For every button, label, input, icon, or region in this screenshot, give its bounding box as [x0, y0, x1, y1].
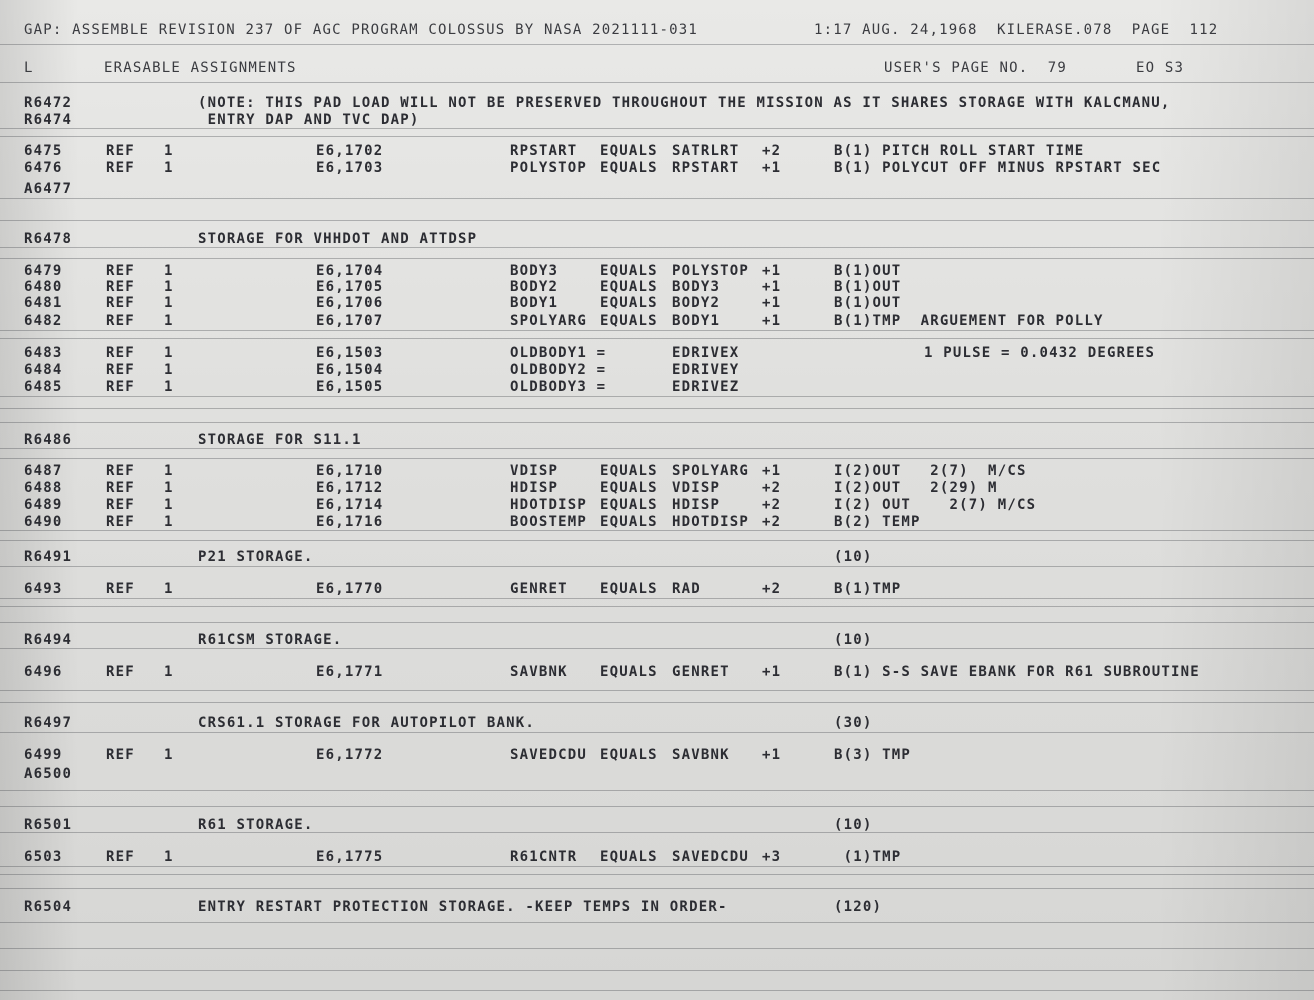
line-number: 6493 — [24, 581, 63, 597]
line-note: (10) — [834, 632, 873, 648]
line-number: R6486 — [24, 432, 73, 448]
paper-rule-line — [0, 690, 1314, 691]
listing-line — [0, 747, 1314, 764]
symbol-label: VDISP — [510, 463, 559, 479]
ref-flag: REF — [106, 497, 135, 513]
line-number: 6479 — [24, 263, 63, 279]
erasable-address: E6,1712 — [316, 480, 384, 496]
symbol-label: SAVEDCDU — [510, 747, 588, 763]
opcode: EQUALS — [600, 747, 658, 763]
erasable-address: E6,1716 — [316, 514, 384, 530]
line-note: B(1) POLYCUT OFF MINUS RPSTART SEC — [834, 160, 1162, 176]
page-header — [0, 22, 1314, 39]
operand: BODY1 — [672, 313, 721, 329]
line-note: B(3) TMP — [834, 747, 912, 763]
line-note: I(2)OUT 2(29) M — [834, 480, 998, 496]
erasable-address: E6,1505 — [316, 379, 384, 395]
listing-line — [0, 279, 1314, 296]
line-note: (1)TMP — [834, 849, 902, 865]
symbol-label: HDISP — [510, 480, 559, 496]
opcode: EQUALS — [600, 514, 658, 530]
listing-line — [0, 160, 1314, 177]
listing-flag: L — [24, 60, 34, 76]
offset: +1 — [762, 463, 782, 479]
paper-rule-line — [0, 44, 1314, 45]
erasable-address: E6,1714 — [316, 497, 384, 513]
paper-rule-line — [0, 82, 1314, 83]
line-note: I(2)OUT 2(7) M/CS — [834, 463, 1027, 479]
operand: VDISP — [672, 480, 721, 496]
erasable-address: E6,1706 — [316, 295, 384, 311]
ref-flag: REF — [106, 463, 135, 479]
offset: +1 — [762, 279, 782, 295]
header-timestamp: 1:17 AUG. 24,1968 KILERASE.078 PAGE 112 — [814, 22, 1219, 38]
listing-line — [0, 379, 1314, 396]
page-subheader — [0, 60, 1314, 77]
ref-count: 1 — [164, 747, 174, 763]
listing-line — [0, 95, 1314, 112]
opcode: EQUALS — [600, 160, 658, 176]
line-note: B(1)TMP ARGUEMENT FOR POLLY — [834, 313, 1104, 329]
erasable-address: E6,1770 — [316, 581, 384, 597]
paper-rule-line — [0, 790, 1314, 791]
offset: +2 — [762, 143, 782, 159]
ref-count: 1 — [164, 497, 174, 513]
paper-rule-line — [0, 220, 1314, 221]
symbol-label: BODY3 — [510, 263, 559, 279]
ref-flag: REF — [106, 514, 135, 530]
line-note: (30) — [834, 715, 873, 731]
line-number: 6490 — [24, 514, 63, 530]
listing-line — [0, 581, 1314, 598]
opcode: EQUALS — [600, 497, 658, 513]
line-number: 6480 — [24, 279, 63, 295]
erasable-address: E6,1775 — [316, 849, 384, 865]
paper-rule-line — [0, 970, 1314, 971]
comment-text: STORAGE FOR S11.1 — [198, 432, 362, 448]
ref-count: 1 — [164, 263, 174, 279]
line-note: B(1) PITCH ROLL START TIME — [834, 143, 1085, 159]
operand: SATRLRT — [672, 143, 740, 159]
erasable-address: E6,1707 — [316, 313, 384, 329]
section-title: ERASABLE ASSIGNMENTS — [104, 60, 297, 76]
paper-rule-line — [0, 888, 1314, 889]
ref-flag: REF — [106, 664, 135, 680]
paper-rule-line — [0, 540, 1314, 541]
listing-line — [0, 231, 1314, 248]
paper-rule-line — [0, 330, 1314, 331]
ref-flag: REF — [106, 747, 135, 763]
paper-rule-line — [0, 136, 1314, 137]
header-title: GAP: ASSEMBLE REVISION 237 OF AGC PROGRAM COLOSSUS BY NASA 2021111-031 — [24, 22, 699, 38]
line-number: 6481 — [24, 295, 63, 311]
ref-flag: REF — [106, 160, 135, 176]
offset: +2 — [762, 480, 782, 496]
paper-rule-line — [0, 396, 1314, 397]
ref-count: 1 — [164, 664, 174, 680]
comment-text: R61 STORAGE. — [198, 817, 314, 833]
operand: EDRIVEZ — [672, 379, 740, 395]
erasable-address: E6,1504 — [316, 362, 384, 378]
paper-rule-line — [0, 566, 1314, 567]
erasable-address: E6,1771 — [316, 664, 384, 680]
ref-flag: REF — [106, 849, 135, 865]
ref-flag: REF — [106, 379, 135, 395]
opcode: EQUALS — [600, 664, 658, 680]
listing-line — [0, 313, 1314, 330]
ref-count: 1 — [164, 463, 174, 479]
line-number: A6500 — [24, 766, 73, 782]
line-number: R6472 — [24, 95, 73, 111]
ref-count: 1 — [164, 514, 174, 530]
symbol-label: SPOLYARG — [510, 313, 588, 329]
listing-line — [0, 295, 1314, 312]
erasable-address: E6,1702 — [316, 143, 384, 159]
operand: SAVEDCDU — [672, 849, 750, 865]
opcode: EQUALS — [600, 313, 658, 329]
line-number: 6488 — [24, 480, 63, 496]
symbol-label: BODY2 — [510, 279, 559, 295]
ref-flag: REF — [106, 362, 135, 378]
line-note: B(1)TMP — [834, 581, 902, 597]
paper-rule-line — [0, 948, 1314, 949]
ref-flag: REF — [106, 345, 135, 361]
listing-line — [0, 664, 1314, 681]
line-note: B(2) TEMP — [834, 514, 921, 530]
ref-flag: REF — [106, 313, 135, 329]
ref-flag: REF — [106, 295, 135, 311]
ref-count: 1 — [164, 362, 174, 378]
paper-rule-line — [0, 622, 1314, 623]
opcode: EQUALS — [600, 480, 658, 496]
listing-line — [0, 463, 1314, 480]
line-note: (120) — [834, 899, 883, 915]
line-note: B(1) S-S SAVE EBANK FOR R61 SUBROUTINE — [834, 664, 1200, 680]
symbol-label: OLDBODY3 = — [510, 379, 607, 395]
listing-line — [0, 849, 1314, 866]
ref-count: 1 — [164, 160, 174, 176]
listing-line — [0, 715, 1314, 732]
offset: +3 — [762, 849, 782, 865]
operand: RAD — [672, 581, 701, 597]
paper-rule-line — [0, 922, 1314, 923]
erasable-address: E6,1710 — [316, 463, 384, 479]
ref-count: 1 — [164, 379, 174, 395]
symbol-label: SAVBNK — [510, 664, 568, 680]
listing-line — [0, 143, 1314, 160]
line-number: 6476 — [24, 160, 63, 176]
line-note: 1 PULSE = 0.0432 DEGREES — [924, 345, 1156, 361]
operand: EDRIVEX — [672, 345, 740, 361]
symbol-label: POLYSTOP — [510, 160, 588, 176]
user-page-number: USER'S PAGE NO. 79 — [884, 60, 1067, 76]
line-number: 6499 — [24, 747, 63, 763]
line-number: R6474 — [24, 112, 73, 128]
line-number: 6489 — [24, 497, 63, 513]
line-note: B(1)OUT — [834, 279, 902, 295]
offset: +2 — [762, 514, 782, 530]
opcode: EQUALS — [600, 263, 658, 279]
ref-count: 1 — [164, 480, 174, 496]
paper-rule-line — [0, 408, 1314, 409]
listing-line — [0, 632, 1314, 649]
paper-rule-line — [0, 198, 1314, 199]
ref-count: 1 — [164, 295, 174, 311]
erasable-address: E6,1772 — [316, 747, 384, 763]
line-number: 6503 — [24, 849, 63, 865]
listing-line — [0, 514, 1314, 531]
ref-flag: REF — [106, 581, 135, 597]
opcode: EQUALS — [600, 463, 658, 479]
listing-line — [0, 480, 1314, 497]
comment-text: STORAGE FOR VHHDOT AND ATTDSP — [198, 231, 478, 247]
paper-rule-line — [0, 702, 1314, 703]
comment-text: ENTRY RESTART PROTECTION STORAGE. -KEEP TEMPS IN ORDER- — [198, 899, 728, 915]
erasable-address: E6,1703 — [316, 160, 384, 176]
comment-text: P21 STORAGE. — [198, 549, 314, 565]
paper-rule-line — [0, 338, 1314, 339]
ref-count: 1 — [164, 345, 174, 361]
symbol-label: GENRET — [510, 581, 568, 597]
operand: HDISP — [672, 497, 721, 513]
line-note: (10) — [834, 549, 873, 565]
listing-line — [0, 817, 1314, 834]
listing-line — [0, 181, 1314, 198]
symbol-label: BODY1 — [510, 295, 559, 311]
line-number: 6482 — [24, 313, 63, 329]
listing-line — [0, 362, 1314, 379]
offset: +1 — [762, 263, 782, 279]
line-number: 6484 — [24, 362, 63, 378]
offset: +2 — [762, 497, 782, 513]
symbol-label: R61CNTR — [510, 849, 578, 865]
erasable-address: E6,1503 — [316, 345, 384, 361]
ref-flag: REF — [106, 480, 135, 496]
line-note: (10) — [834, 817, 873, 833]
ref-flag: REF — [106, 263, 135, 279]
listing-line — [0, 766, 1314, 783]
opcode: EQUALS — [600, 279, 658, 295]
line-note: B(1)OUT — [834, 295, 902, 311]
opcode: EQUALS — [600, 849, 658, 865]
line-number: 6483 — [24, 345, 63, 361]
paper-rule-line — [0, 806, 1314, 807]
paper-rule-line — [0, 258, 1314, 259]
operand: GENRET — [672, 664, 730, 680]
listing-line — [0, 497, 1314, 514]
eo-label: EO S3 — [1136, 60, 1185, 76]
offset: +1 — [762, 747, 782, 763]
opcode: EQUALS — [600, 143, 658, 159]
offset: +1 — [762, 664, 782, 680]
ref-count: 1 — [164, 279, 174, 295]
offset: +1 — [762, 313, 782, 329]
listing-line — [0, 549, 1314, 566]
listing-line — [0, 112, 1314, 129]
line-number: R6491 — [24, 549, 73, 565]
operand: BODY2 — [672, 295, 721, 311]
line-number: R6504 — [24, 899, 73, 915]
paper-rule-line — [0, 990, 1314, 991]
ref-count: 1 — [164, 849, 174, 865]
paper-rule-line — [0, 732, 1314, 733]
opcode: EQUALS — [600, 581, 658, 597]
paper-rule-line — [0, 598, 1314, 599]
listing-line — [0, 432, 1314, 449]
symbol-label: BOOSTEMP — [510, 514, 588, 530]
line-number: A6477 — [24, 181, 73, 197]
ref-count: 1 — [164, 313, 174, 329]
ref-count: 1 — [164, 143, 174, 159]
offset: +1 — [762, 160, 782, 176]
operand: RPSTART — [672, 160, 740, 176]
line-number: R6478 — [24, 231, 73, 247]
listing-line — [0, 263, 1314, 280]
line-number: R6497 — [24, 715, 73, 731]
paper-rule-line — [0, 874, 1314, 875]
erasable-address: E6,1704 — [316, 263, 384, 279]
paper-rule-line — [0, 458, 1314, 459]
symbol-label: RPSTART — [510, 143, 578, 159]
comment-text: R61CSM STORAGE. — [198, 632, 343, 648]
line-number: R6501 — [24, 817, 73, 833]
comment-text: ENTRY DAP AND TVC DAP) — [198, 112, 420, 128]
paper-rule-line — [0, 866, 1314, 867]
line-note: I(2) OUT 2(7) M/CS — [834, 497, 1037, 513]
symbol-label: HDOTDISP — [510, 497, 588, 513]
symbol-label: OLDBODY1 = — [510, 345, 607, 361]
erasable-address: E6,1705 — [316, 279, 384, 295]
comment-text: (NOTE: THIS PAD LOAD WILL NOT BE PRESERVED THROUGHOUT THE MISSION AS IT SHARES STORAGE WITH KALCMANU, — [198, 95, 1171, 111]
comment-text: CRS61.1 STORAGE FOR AUTOPILOT BANK. — [198, 715, 536, 731]
symbol-label: OLDBODY2 = — [510, 362, 607, 378]
line-number: 6496 — [24, 664, 63, 680]
ref-flag: REF — [106, 279, 135, 295]
offset: +1 — [762, 295, 782, 311]
line-number: R6494 — [24, 632, 73, 648]
line-note: B(1)OUT — [834, 263, 902, 279]
opcode: EQUALS — [600, 295, 658, 311]
listing-line — [0, 899, 1314, 916]
line-number: 6487 — [24, 463, 63, 479]
offset: +2 — [762, 581, 782, 597]
operand: SPOLYARG — [672, 463, 750, 479]
line-number: 6475 — [24, 143, 63, 159]
operand: BODY3 — [672, 279, 721, 295]
operand: SAVBNK — [672, 747, 730, 763]
ref-flag: REF — [106, 143, 135, 159]
operand: HDOTDISP — [672, 514, 750, 530]
paper-rule-line — [0, 422, 1314, 423]
paper-rule-line — [0, 606, 1314, 607]
operand: EDRIVEY — [672, 362, 740, 378]
operand: POLYSTOP — [672, 263, 750, 279]
listing-line — [0, 345, 1314, 362]
line-number: 6485 — [24, 379, 63, 395]
ref-count: 1 — [164, 581, 174, 597]
